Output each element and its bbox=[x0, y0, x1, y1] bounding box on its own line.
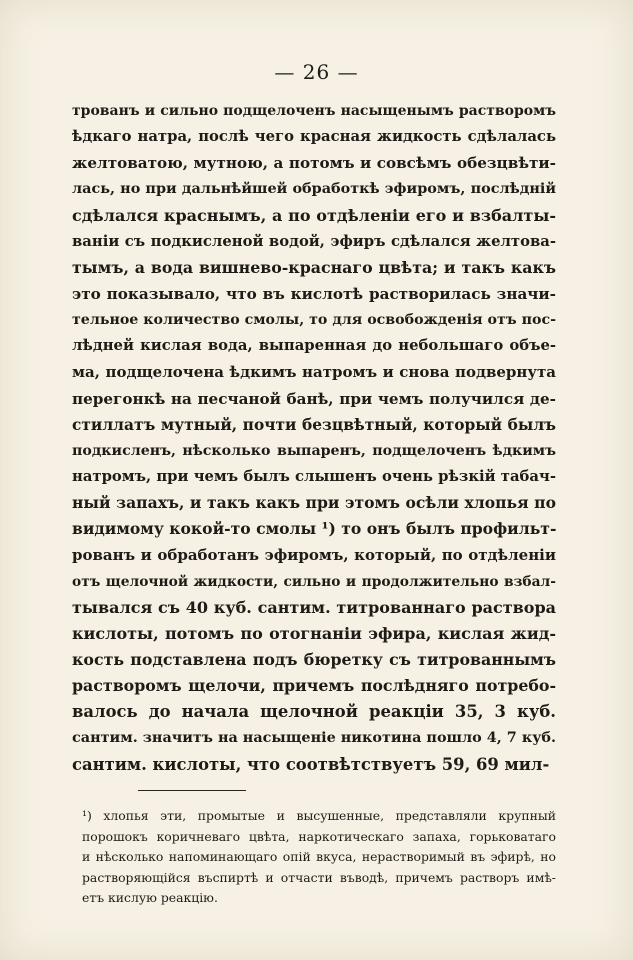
text-line: валось до начала щелочной реакціи 35, 3 куб. bbox=[72, 702, 556, 722]
text-line: стиллатъ мутный, почти безцвѣтный, который былъ bbox=[72, 415, 556, 434]
text-line: тымъ, а вода вишнево-краснаго цвѣта; и такъ какъ bbox=[72, 257, 556, 277]
text-line: ный запахъ, и такъ какъ при этомъ осѣли хлопья по bbox=[72, 493, 556, 513]
text-line: отъ щелочной жидкости, сильно и продолжительно взбал- bbox=[72, 573, 556, 590]
text-line: это показывало, что въ кислотѣ растворилась значи- bbox=[72, 284, 556, 303]
footnote-line: ¹) хлопья эти, промытые и высушенные, представляли крупный bbox=[82, 808, 556, 823]
text-line: кость подставлена подъ бюретку съ титрованнымъ bbox=[72, 649, 556, 669]
text-line: перегонкѣ на песчаной банѣ, при чемъ получился де- bbox=[72, 389, 556, 408]
text-line: сдѣлался краснымъ, а по отдѣленіи его и взбалты- bbox=[72, 205, 556, 225]
text-line: растворомъ щелочи, причемъ послѣдняго потребо- bbox=[72, 676, 556, 696]
text-line: сантим. кислоты, что соотвѣтствуетъ 59, 69 мил- bbox=[72, 754, 550, 774]
footnote bbox=[82, 806, 556, 909]
footnote-line: етъ кислую реакцію. bbox=[82, 890, 218, 905]
footnote-line: и нѣсколько напоминающаго опій вкуса, нерастворимый въ эфирѣ, но bbox=[82, 849, 556, 864]
footnote-line: растворяющійся въспиртѣ и отчасти въводѣ, причемъ растворъ имѣ- bbox=[82, 869, 556, 885]
text-line: трованъ и сильно подщелоченъ насыщенымъ растворомъ bbox=[72, 103, 556, 119]
text-line: тывался съ 40 куб. сантим. титрованнаго раствора bbox=[72, 597, 556, 617]
text-line: кислоты, потомъ по отогнаніи эфира, кислая жид- bbox=[72, 623, 556, 643]
text-line: ваніи съ подкисленой водой, эфиръ сдѣлался желтова- bbox=[72, 232, 556, 250]
text-line: желтоватою, мутною, а потомъ и совсѣмъ обезцвѣти- bbox=[72, 154, 556, 173]
text-line: тельное количество смолы, то для освобожденія отъ пос- bbox=[72, 312, 556, 329]
text-line: видимому кокой-то смолы ¹) то онъ былъ профильт- bbox=[72, 519, 556, 539]
text-line: подкисленъ, нѣсколько выпаренъ, подщелоченъ ѣдкимъ bbox=[72, 442, 556, 459]
text-line: лѣдней кислая вода, выпаренная до небольшаго объе- bbox=[72, 337, 556, 355]
text-line: сантим. значитъ на насыщеніе никотина пошло 4, 7 куб. bbox=[72, 729, 556, 747]
page-number: — 26 — bbox=[274, 60, 359, 84]
text-line: лась, но при дальнѣйшей обработкѣ эфиромъ, послѣдній bbox=[72, 180, 556, 198]
body-text bbox=[72, 98, 556, 778]
text-line: натромъ, при чемъ былъ слышенъ очень рѣзкій табач- bbox=[72, 467, 556, 485]
footnote-line: порошокъ коричневаго цвѣта, наркотическаго запаха, горьковатаго bbox=[82, 828, 556, 844]
text-line: ѣдкаго натра, послѣ чего красная жидкость сдѣлалась bbox=[72, 128, 556, 146]
text-line: рованъ и обработанъ эфиромъ, который, по отдѣленіи bbox=[72, 546, 556, 565]
text-line: ма, подщелочена ѣдкимъ натромъ и снова подвернута bbox=[72, 363, 556, 382]
footnote-divider bbox=[138, 790, 246, 791]
